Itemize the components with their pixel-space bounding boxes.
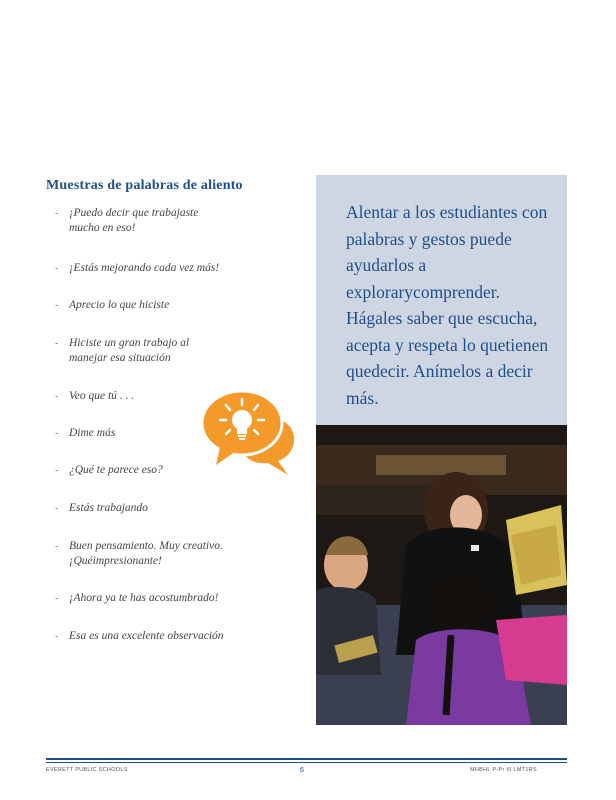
list-bullet: - [55,465,59,476]
list-item [55,629,305,644]
list-bullet: - [55,300,59,311]
list-item [55,336,305,366]
phrase-text: Dime más [69,427,116,439]
phrase-text: Buen pensamiento. Muy creativo. ¡Quéimpresionante! [69,540,223,567]
list-bullet: - [55,338,59,349]
footer-rule [46,758,567,760]
list-bullet: - [55,263,59,274]
phrase-text: Veo que tú . . . [69,390,135,402]
list-item [55,591,305,606]
footer-left-text: EVERETT PUBLIC SCHOOLS [46,767,128,773]
list-item [55,298,305,313]
speech-bubble-lightbulb-icon [198,385,298,480]
list-bullet: - [55,503,59,514]
footer-right-text: MHBHL P-Pr I0 LMT1RS [470,767,537,773]
classroom-photo [316,425,567,725]
list-bullet: - [55,428,59,439]
list-item [55,501,305,516]
callout-text: Alentar a los estudiantes con palabras y gestos puede ayudarlos a explorarycomprender. Hágales saber que escucha, acepta y respeta lo quetienen quedecir. Anímelos a decir más. [346,202,549,408]
page-number: 6 [300,767,305,774]
list-bullet: - [55,631,59,642]
phrase-text: ¡Ahora ya te has acostumbrado! [69,592,219,604]
phrase-text: Esa es una excelente observación [69,630,224,642]
phrase-text: ¡Puedo decir que trabajaste mucho en eso! [69,207,199,234]
list-bullet: - [55,541,59,552]
list-item [55,539,305,569]
phrase-text: ¡Estás mejorando cada vez más! [69,262,220,274]
list-bullet: - [55,391,59,402]
phrase-text: Estás trabajando [69,502,148,514]
section-heading: Muestras de palabras de aliento [46,178,243,193]
list-item [55,261,305,276]
list-item [55,206,305,236]
footer-rule-thin [46,762,567,763]
phrase-text: Aprecio lo que hiciste [69,299,170,311]
callout-box [316,175,567,425]
list-bullet: - [55,208,59,219]
phrase-text: Hiciste un gran trabajo al manejar esa situación [69,337,190,364]
phrase-text: ¿Qué te parece eso? [69,464,163,476]
list-bullet: - [55,593,59,604]
